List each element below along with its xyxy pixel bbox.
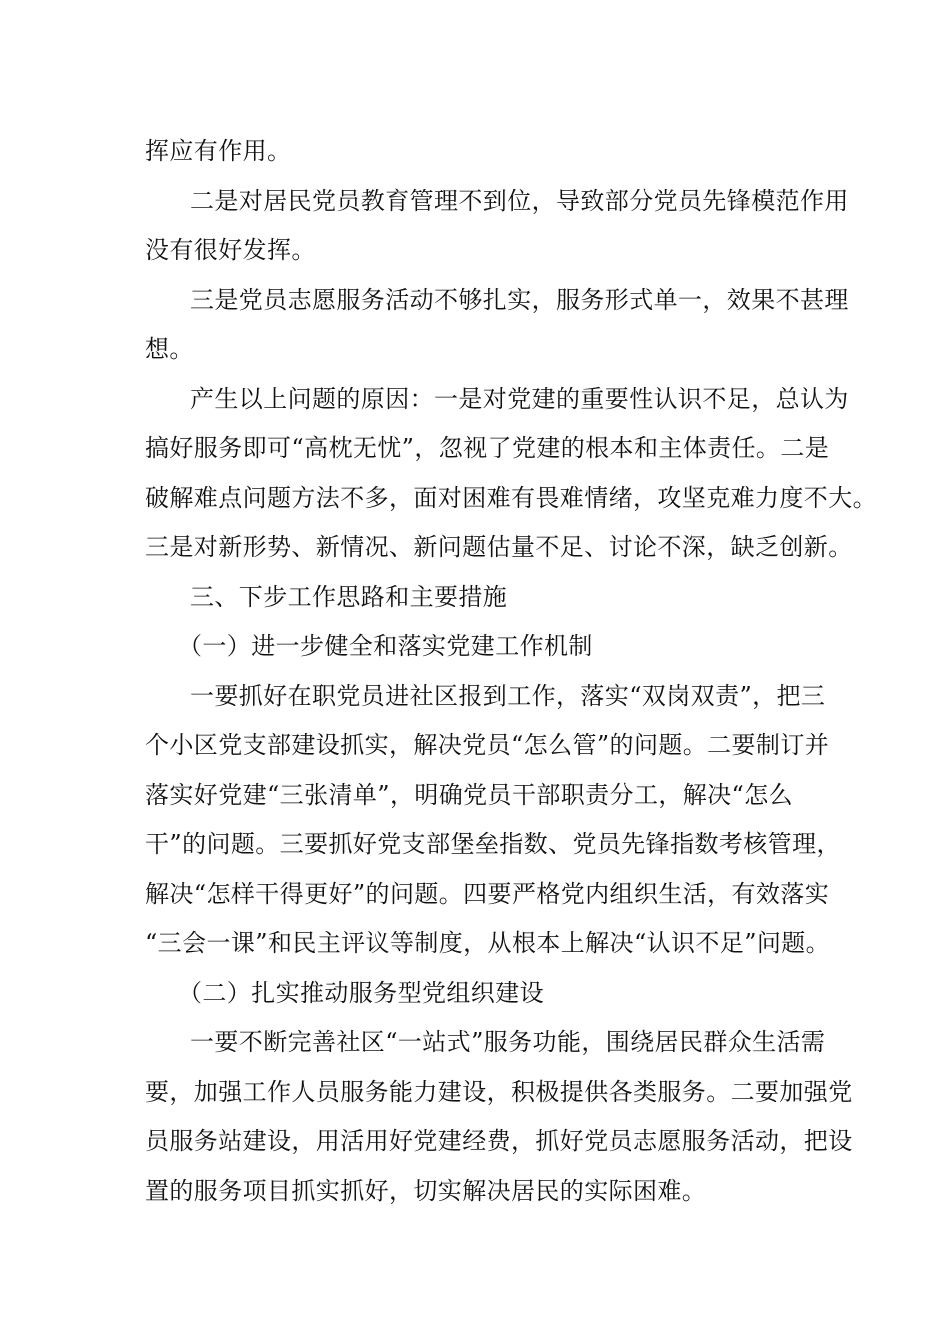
paragraph-first-line: 一要抓好在职党员进社区报到工作，落实“双岗双责”，把三 — [190, 682, 826, 710]
text-line: 置的服务项目抓实抓好，切实解决居民的实际困难。 — [145, 1177, 707, 1205]
text-line: 破解难点问题方法不多，面对困难有畏难情绪，攻坚克难力度不大。 — [145, 484, 877, 512]
text-line: 个小区党支部建设抓实，解决党员“怎么管”的问题。二要制订并 — [145, 731, 830, 759]
paragraph-first-line: 二是对居民党员教育管理不到位，导致部分党员先锋模范作用 — [190, 187, 849, 215]
paragraph-first-line: 一要不断完善社区“一站式”服务功能，围绕居民群众生活需 — [190, 1028, 826, 1056]
text-line: 想。 — [145, 335, 194, 363]
text-line: 挥应有作用。 — [145, 137, 292, 165]
text-line: 解决“怎样干得更好”的问题。四要严格党内组织生活，有效落实 — [145, 880, 830, 908]
text-line: 员服务站建设，用活用好党建经费，抓好党员志愿服务活动，把设 — [145, 1127, 853, 1155]
subsection-heading: （二）扎实推动服务型党组织建设 — [178, 979, 544, 1007]
text-line: 落实好党建“三张清单”，明确党员干部职责分工，解决“怎么 — [145, 781, 794, 809]
text-line: “三会一课”和民主评议等制度，从根本上解决“认识不足”问题。 — [145, 929, 831, 957]
text-line: 没有很好发挥。 — [145, 236, 316, 264]
paragraph-first-line: 三是党员志愿服务活动不够扎实，服务形式单一，效果不甚理 — [190, 286, 849, 314]
paragraph-first-line: 产生以上问题的原因：一是对党建的重要性认识不足，总认为 — [190, 385, 849, 413]
text-line: 干”的问题。三要抓好党支部堡垒指数、党员先锋指数考核管理， — [145, 830, 841, 858]
subsection-heading: （一）进一步健全和落实党建工作机制 — [178, 632, 593, 660]
text-line: 搞好服务即可“高枕无忧”，忽视了党建的根本和主体责任。二是 — [145, 434, 830, 462]
text-line: 要，加强工作人员服务能力建设，积极提供各类服务。二要加强党 — [145, 1078, 853, 1106]
text-line: 三是对新形势、新情况、新问题估量不足、讨论不深，缺乏创新。 — [145, 533, 853, 561]
section-heading: 三、下步工作思路和主要措施 — [190, 583, 508, 611]
